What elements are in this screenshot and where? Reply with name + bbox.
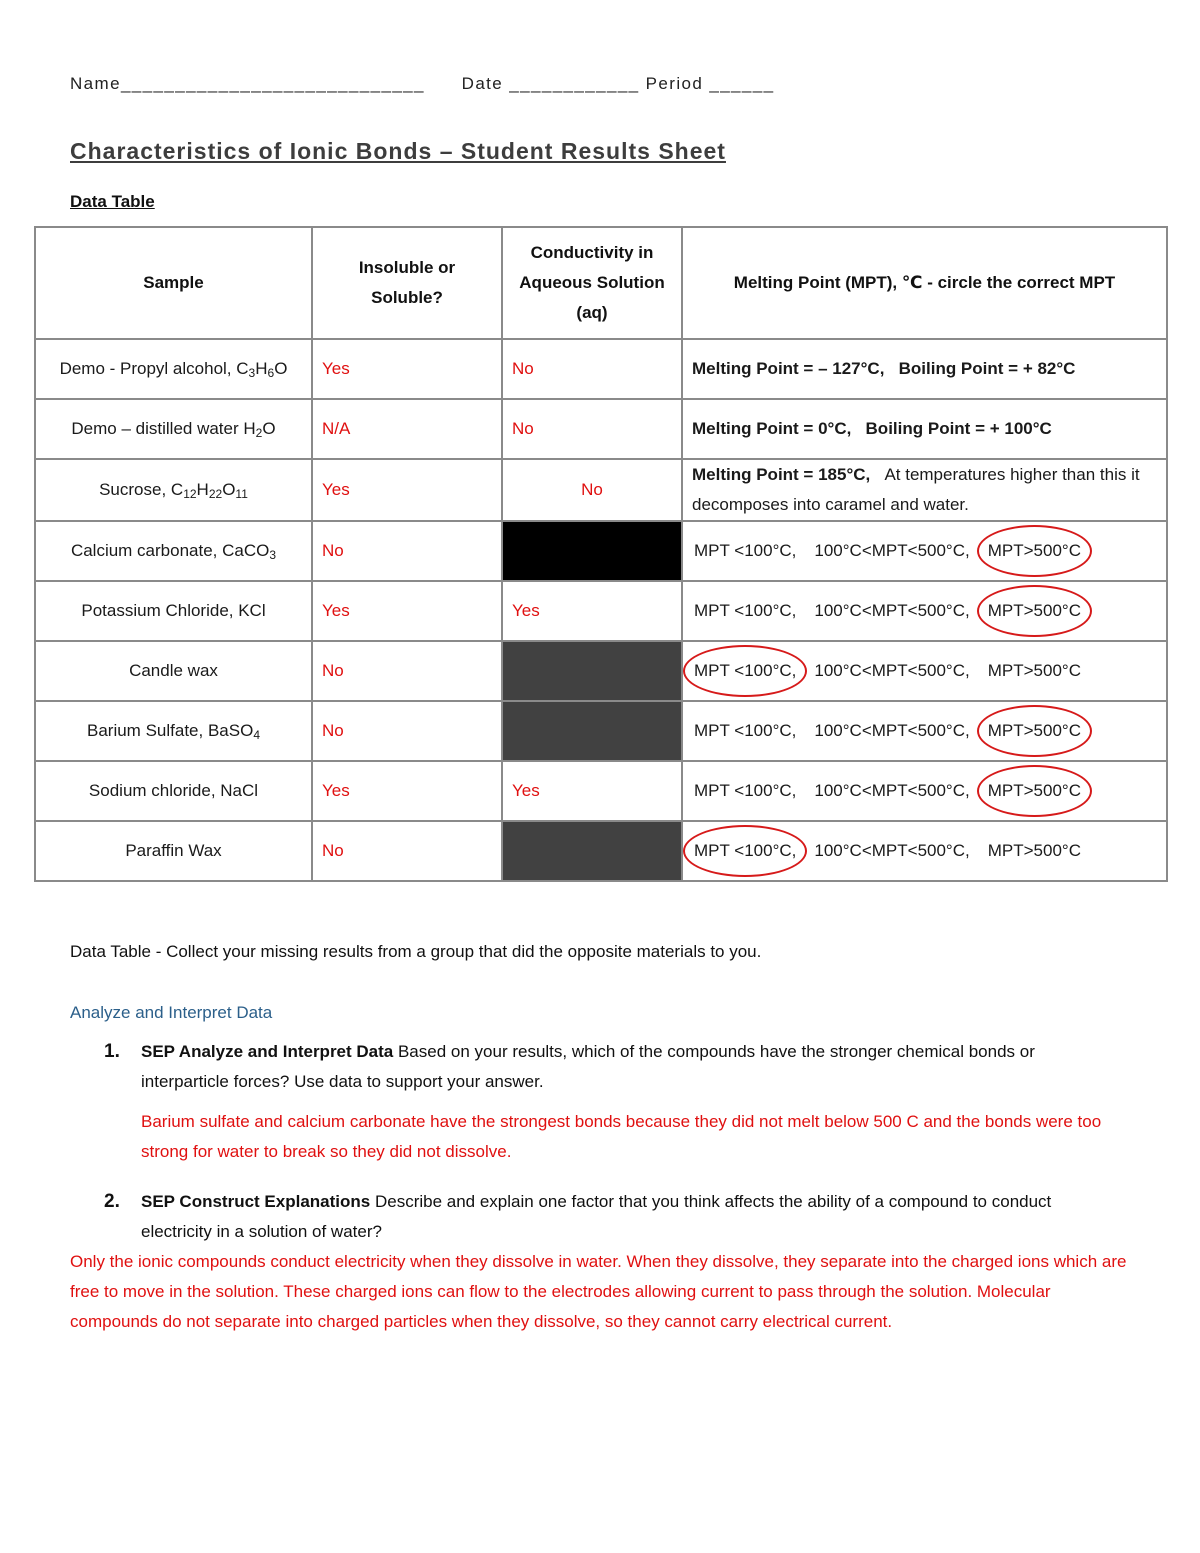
header-sample: Sample [35,227,312,339]
circled-mpt-option[interactable]: MPT <100°C, [692,836,798,866]
mpt-option[interactable]: MPT <100°C, [694,601,797,620]
period-label: Period [645,74,704,93]
date-label: Date [461,74,504,93]
mpt-option[interactable]: 100°C<MPT<500°C, [814,541,970,560]
header-fields [70,74,774,94]
solubility-cell: Yes [312,581,502,641]
question-1 [104,1037,1114,1097]
table-row [35,399,1167,459]
circled-mpt-option[interactable]: MPT>500°C [986,716,1083,746]
solubility-cell: No [312,821,502,881]
mpt-option[interactable]: MPT>500°C [987,841,1081,860]
conductivity-cell [502,701,682,761]
mpt-option[interactable]: MPT <100°C, [694,541,797,560]
solubility-cell: Yes [312,339,502,399]
question-text: Based on your results, which of the compounds have the stronger chemical bonds or interparticle forces? Use data to support your answer. [141,1042,1035,1091]
answer-2: Only the ionic compounds conduct electricity when they dissolve in water. When they dissolve, they separate into the charged ions which are free to move in the solution. These charged ions can flow to the electrodes allowing current to pass through the solution. Molecular compounds do not separate into charged particles when they dissolve, so they cannot carry electrical current. [70,1252,1127,1331]
melting-point-cell: Melting Point = 0°C, Boiling Point = + 100°C [682,399,1167,459]
section-title: Analyze and Interpret Data [70,1003,273,1022]
question-2 [104,1187,1114,1247]
circled-mpt-option[interactable]: MPT>500°C [986,776,1083,806]
conductivity-cell: Yes [502,581,682,641]
question-number: 2. [104,1191,120,1212]
sample-cell: Demo - Propyl alcohol, $C_3H_6O$ [35,339,312,399]
solubility-cell: N/A [312,399,502,459]
conductivity-cell [502,521,682,581]
melting-point-cell [682,821,1167,881]
table-header-row [35,227,1167,339]
question-lead: SEP Analyze and Interpret Data [141,1042,394,1061]
solubility-cell: No [312,521,502,581]
table-row [35,459,1167,521]
sample-cell: Paraffin Wax [35,821,312,881]
mpt-option[interactable]: 100°C<MPT<500°C, [814,841,970,860]
table-row [35,761,1167,821]
table-row [35,339,1167,399]
melting-point-cell [682,641,1167,701]
date-blank[interactable]: ____________ [509,74,640,93]
data-table-heading: Data Table [70,192,155,211]
melting-point-cell: Melting Point = 185°C, At temperatures higher than this it decomposes into caramel and water. [682,459,1167,521]
melting-point-cell [682,761,1167,821]
conductivity-cell: No [502,459,682,521]
header-conductivity: Conductivity in Aqueous Solution (aq) [502,227,682,339]
mpt-option[interactable]: MPT <100°C, [694,721,797,740]
mpt-option[interactable]: 100°C<MPT<500°C, [814,661,970,680]
sample-cell: Sucrose, $C_{12}H_{22}O_{11}$ [35,459,312,521]
mpt-option[interactable]: 100°C<MPT<500°C, [814,601,970,620]
data-table-note: Data Table - Collect your missing results from a group that did the opposite materials to you. [70,942,762,961]
mpt-option[interactable]: MPT>500°C [987,661,1081,680]
answer-1: Barium sulfate and calcium carbonate have the strongest bonds because they did not melt below 500 C and the bonds were too strong for water to break so they did not dissolve. [141,1112,1102,1161]
sample-cell: Barium Sulfate, BaSO$_4$ [35,701,312,761]
table-row [35,641,1167,701]
question-text: Describe and explain one factor that you think affects the ability of a compound to conduct electricity in a solution of water? [141,1192,1052,1241]
mpt-option[interactable]: 100°C<MPT<500°C, [814,721,970,740]
mpt-option[interactable]: MPT <100°C, [694,781,797,800]
period-blank[interactable]: ______ [709,74,775,93]
circled-mpt-option[interactable]: MPT>500°C [986,596,1083,626]
table-row [35,821,1167,881]
mpt-option[interactable]: 100°C<MPT<500°C, [814,781,970,800]
melting-point-cell [682,701,1167,761]
conductivity-cell: No [502,339,682,399]
sample-cell: Potassium Chloride, KCl [35,581,312,641]
data-table [34,226,1168,882]
table-row [35,521,1167,581]
conductivity-cell: No [502,399,682,459]
melting-point-cell [682,581,1167,641]
conductivity-cell: Yes [502,761,682,821]
sample-cell: Sodium chloride, NaCl [35,761,312,821]
header-solubility: Insoluble or Soluble? [312,227,502,339]
circled-mpt-option[interactable]: MPT <100°C, [692,656,798,686]
sample-cell: Calcium carbonate, CaCO$_3$ [35,521,312,581]
solubility-cell: No [312,641,502,701]
conductivity-cell [502,641,682,701]
table-row [35,581,1167,641]
solubility-cell: Yes [312,761,502,821]
name-label: Name [70,74,121,93]
name-blank[interactable]: ____________________________ [120,74,425,93]
sample-cell: Demo – distilled water $H_2O$ [35,399,312,459]
mpt-choice-rows [35,521,1167,881]
header-melting-point: Melting Point (MPT), ℃ - circle the correct MPT [682,227,1167,339]
question-number: 1. [104,1041,120,1062]
question-lead: SEP Construct Explanations [141,1192,371,1211]
sample-cell: Candle wax [35,641,312,701]
table-row [35,701,1167,761]
conductivity-cell [502,821,682,881]
circled-mpt-option[interactable]: MPT>500°C [986,536,1083,566]
melting-point-cell: Melting Point = – 127°C, Boiling Point = + 82°C [682,339,1167,399]
solubility-cell: No [312,701,502,761]
solubility-cell: Yes [312,459,502,521]
page-title: Characteristics of Ionic Bonds – Student Results Sheet [70,138,726,164]
melting-point-cell [682,521,1167,581]
